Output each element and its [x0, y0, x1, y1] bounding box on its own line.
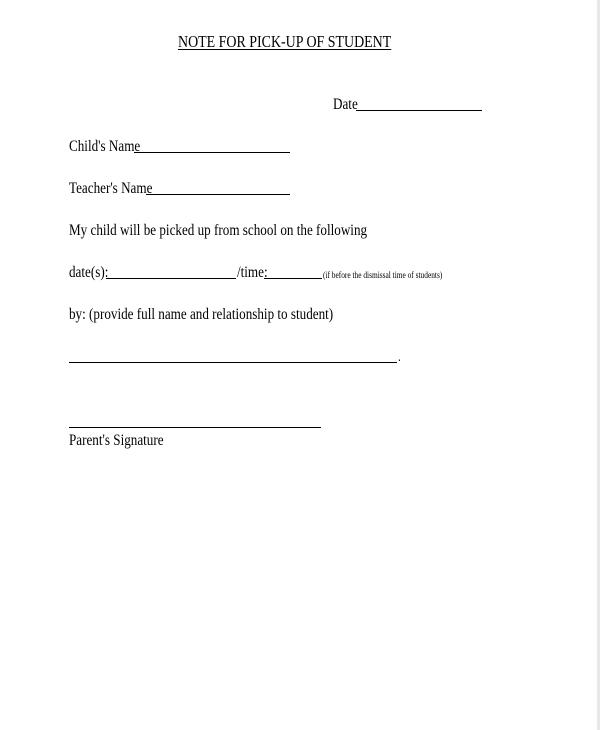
time-label: /time:: [237, 264, 268, 281]
date-field-line[interactable]: [356, 110, 482, 111]
pickup-person-field-line[interactable]: [69, 362, 397, 363]
signature-label: Parent's Signature: [69, 432, 164, 449]
teacher-name-field-line[interactable]: [146, 194, 290, 195]
signature-field-line[interactable]: [69, 427, 321, 428]
pickup-person-label: by: (provide full name and relationship to student): [69, 306, 334, 323]
time-field-line[interactable]: [264, 278, 322, 279]
page-title: NOTE FOR PICK-UP OF STUDENT: [178, 32, 392, 51]
time-note: (if before the dismissal time of students): [323, 270, 443, 280]
dates-field-line[interactable]: [106, 278, 236, 279]
trailing-period: .: [398, 350, 401, 365]
dates-label: date(s):: [69, 264, 109, 281]
date-label: Date: [333, 96, 358, 113]
child-name-field-line[interactable]: [134, 152, 290, 153]
child-name-label: Child's Name: [69, 138, 141, 155]
pickup-statement: My child will be picked up from school on the following: [69, 222, 368, 239]
teacher-name-label: Teacher's Name: [69, 180, 153, 197]
